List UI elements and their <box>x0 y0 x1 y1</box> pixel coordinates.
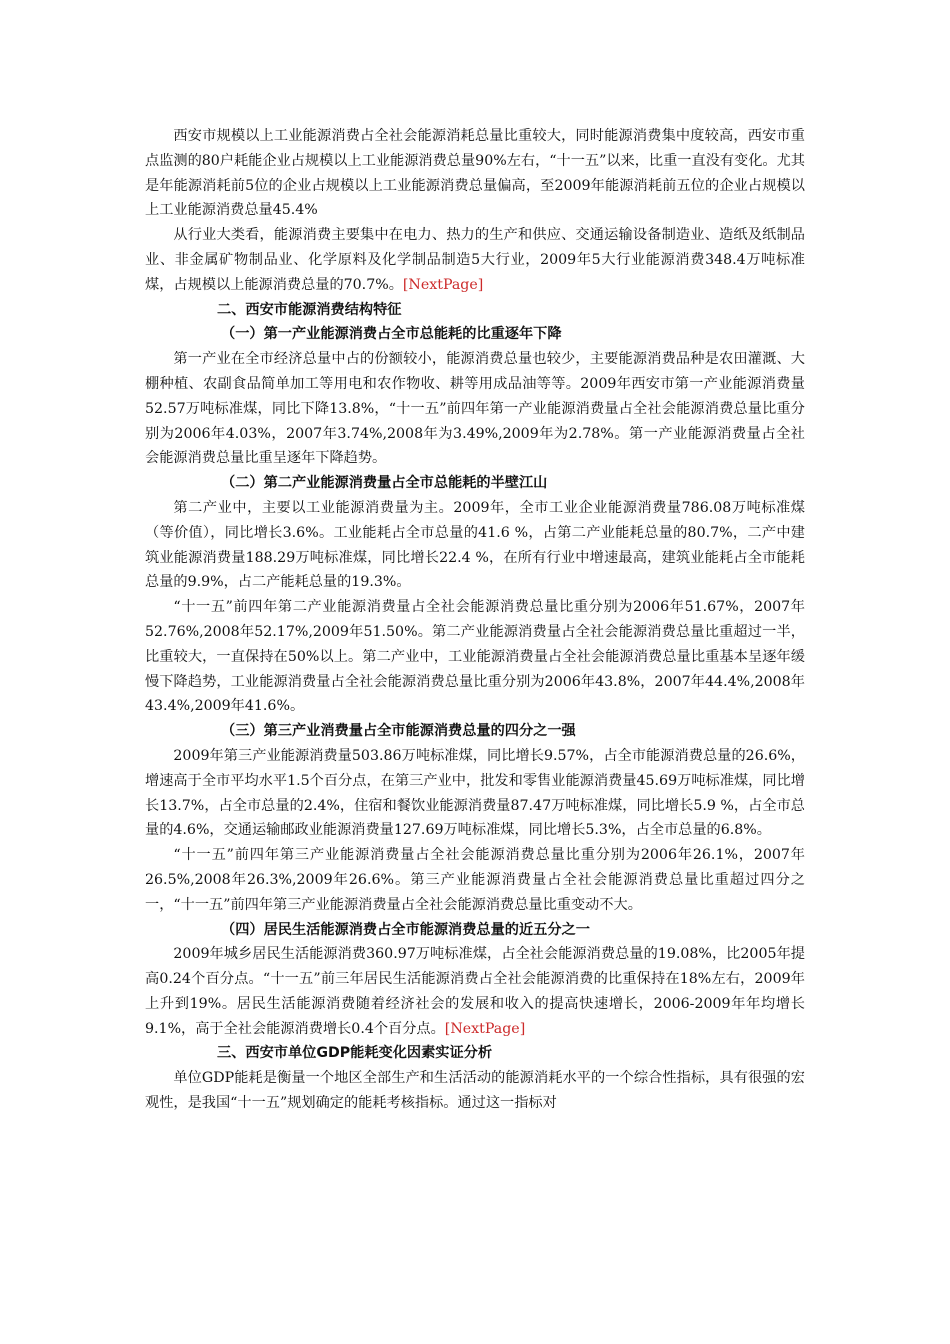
document-body <box>145 124 805 1116</box>
paragraph-text: “十一五”前四年第三产业能源消费量占全社会能源消费总量比重分别为2006年26.1%，2007年26.5%,2008年26.3%,2009年26.6%。第三产业能源消费量占全社会能源消费总量比重超过四分之一，“十一五”前四年第三产业能源消费量占全社会能源消费总量比重变动不大。 <box>145 847 805 913</box>
paragraph <box>145 1066 805 1116</box>
paragraph <box>145 496 805 595</box>
paragraph <box>145 595 805 719</box>
paragraph-text: 单位GDP能耗是衡量一个地区全部生产和生活活动的能源消耗水平的一个综合性指标，具有很强的宏观性，是我国“十一五”规划确定的能耗考核指标。通过这一指标对 <box>145 1070 805 1112</box>
paragraph-text: 三、西安市单位GDP能耗变化因素实证分析 <box>217 1045 493 1062</box>
paragraph-text: 2009年城乡居民生活能源消费360.97万吨标准煤，占全社会能源消费总量的19.08%，比2005年提高0.24个百分点。“十一五”前三年居民生活能源消费占全社会能源消费的比重保持在18%左右，2009年上升到19%。居民生活能源消费随着经济社会的发展和收入的提高快速增长，2006-2009年年均增长9.1%，高于全社会能源消费增长0.4个百分点。 <box>145 946 805 1037</box>
paragraph <box>145 744 805 843</box>
paragraph-text: “十一五”前四年第二产业能源消费量占全社会能源消费总量比重分别为2006年51.67%，2007年52.76%,2008年52.17%,2009年51.50%。第二产业能源消费量占全社会能源消费总量比重超过一半，比重较大，一直保持在50%以上。第二产业中，工业能源消费量占全社会能源消费总量比重基本呈逐年缓慢下降趋势，工业能源消费量占全社会能源消费总量比重分别为2006年43.8%，2007年44.4%,2008年43.4%,2009年41.6%。 <box>145 599 805 715</box>
subsection-heading <box>145 322 805 347</box>
paragraph <box>145 347 805 471</box>
subsection-heading <box>145 719 805 744</box>
next-page-link[interactable]: [NextPage] <box>402 276 484 293</box>
paragraph-text: 第二产业中，主要以工业能源消费量为主。2009年，全市工业企业能源消费量786.08万吨标准煤（等价值），同比增长3.6%。工业能耗占全市总量的41.6 %，占第二产业能耗总量的80.7%，二产中建筑业能源消费量188.29万吨标准煤，同比增长22.4 %，在所有行业中增速最高，建筑业能耗占全市能耗总量的9.9%，占二产能耗总量的19.3%。 <box>145 499 805 591</box>
next-page-link[interactable]: [NextPage] <box>444 1020 526 1037</box>
paragraph-text: （三）第三产业消费量占全市能源消费总量的四分之一强 <box>221 723 576 740</box>
section-heading <box>145 298 805 323</box>
paragraph-text: （一）第一产业能源消费占全市总能耗的比重逐年下降 <box>221 326 562 343</box>
paragraph-text: （四）居民生活能源消费占全市能源消费总量的近五分之一 <box>221 921 590 938</box>
paragraph-text: 第一产业在全市经济总量中占的份额较小，能源消费总量也较少，主要能源消费品种是农田灌溉、大棚种植、农副食品简单加工等用电和农作物收、耕等用成品油等等。2009年西安市第一产业能源消费量52.57万吨标准煤，同比下降13.8%，“十一五”前四年第一产业能源消费量占全社会能源消费总量比重分别为2006年4.03%，2007年3.74%,2008年为3.49%,2009年为2.78%。第一产业能源消费量占全社会能源消费总量比重呈逐年下降趋势。 <box>145 351 805 467</box>
paragraph <box>145 843 805 917</box>
paragraph-text: 二、西安市能源消费结构特征 <box>217 301 402 318</box>
paragraph <box>145 942 805 1041</box>
subsection-heading <box>145 918 805 943</box>
paragraph-text: 西安市规模以上工业能源消费占全社会能源消耗总量比重较大，同时能源消费集中度较高，西安市重点监测的80户耗能企业占规模以上工业能源消费总量90%左右，“十一五”以来，比重一直没有变化。尤其是年能源消耗前5位的企业占规模以上工业能源消费总量偏高，至2009年能源消耗前五位的企业占规模以上工业能源消费总量45.4% <box>145 128 805 219</box>
paragraph-text: （二）第二产业能源消费量占全市总能耗的半壁江山 <box>221 475 548 492</box>
section-heading <box>145 1041 805 1066</box>
paragraph-text: 2009年第三产业能源消费量503.86万吨标准煤，同比增长9.57%，占全市能源消费总量的26.6%，增速高于全市平均水平1.5个百分点，在第三产业中，批发和零售业能源消费量45.69万吨标准煤，同比增长13.7%，占全市总量的2.4%，住宿和餐饮业能源消费量87.47万吨标准煤，同比增长5.9 %，占全市总量的4.6%，交通运输邮政业能源消费量127.69万吨标准煤，同比增长5.3%，占全市总量的6.8%。 <box>145 747 805 839</box>
paragraph <box>145 223 805 297</box>
subsection-heading <box>145 471 805 496</box>
paragraph-text: 从行业大类看，能源消费主要集中在电力、热力的生产和供应、交通运输设备制造业、造纸及纸制品业、非金属矿物制品业、化学原料及化学制品制造5大行业，2009年5大行业能源消费348.4万吨标准煤，占规模以上能源消费总量的70.7%。 <box>145 227 805 293</box>
paragraph <box>145 124 805 223</box>
